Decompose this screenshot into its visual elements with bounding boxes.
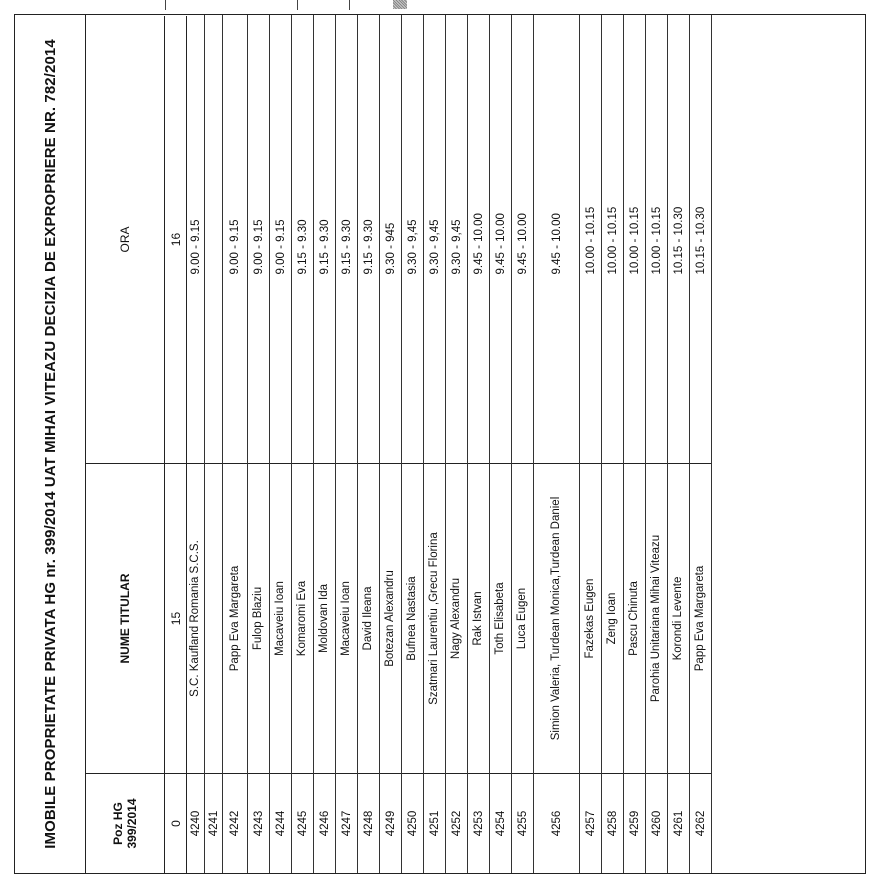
cell-poz: 4258 — [602, 773, 623, 873]
cell-ora — [187, 16, 204, 463]
table-row — [402, 15, 424, 873]
cell-ora-value: 9.45 - 10.00 — [494, 213, 507, 275]
cell-ora — [512, 16, 533, 463]
column-number-nume-label: 15 — [168, 611, 183, 626]
table-row — [468, 15, 490, 873]
cell-ora-value: 9.45 - 10.00 — [472, 213, 485, 275]
column-number-poz — [165, 773, 187, 873]
table-body — [187, 15, 865, 873]
cell-poz: 4252 — [446, 773, 467, 873]
table-row — [624, 15, 646, 873]
table-row — [270, 15, 292, 873]
header-poz-label: Poz HG 399/2014 — [110, 798, 139, 849]
cell-ora-value: 9.00 - 9.15 — [229, 219, 241, 275]
cell-nume — [205, 463, 222, 773]
cell-nume: Macaveiu Ioan — [336, 463, 357, 773]
cell-ora-value: 10.00 - 10.15 — [606, 206, 619, 275]
cell-poz: 4256 — [534, 773, 579, 873]
header-nume-label: NUME TITULAR — [117, 573, 132, 664]
cell-nume: David Ileana — [358, 463, 379, 773]
cell-nume: Moldovan Ida — [314, 463, 335, 773]
table-row — [358, 15, 380, 873]
header-ora — [85, 16, 165, 463]
cell-ora — [314, 16, 335, 463]
cell-ora — [580, 16, 601, 463]
cell-poz: 4241 — [205, 773, 222, 873]
cell-poz: 4240 — [187, 773, 204, 873]
cell-nume: Toth Elisabeta — [490, 463, 511, 773]
cell-ora — [248, 16, 269, 463]
cell-ora — [358, 16, 379, 463]
cell-ora-value: 10.15 - 10.30 — [694, 206, 707, 275]
cell-ora — [336, 16, 357, 463]
cell-ora — [690, 16, 711, 463]
header-nume — [85, 463, 165, 773]
cell-ora — [490, 16, 511, 463]
table-title-row — [15, 15, 86, 873]
cell-ora — [205, 16, 222, 463]
header-poz — [85, 773, 165, 873]
table-row — [690, 15, 712, 873]
cell-poz: 4251 — [424, 773, 445, 873]
table-row — [205, 15, 223, 873]
cell-ora-value: 9.00 - 9.15 — [189, 219, 202, 275]
column-number-poz-label: 0 — [168, 820, 183, 827]
column-number-ora — [165, 16, 187, 463]
cell-nume: Botezan Alexandru — [380, 463, 401, 773]
cell-ora-value: 10.00 - 10.15 — [628, 206, 641, 275]
cell-poz: 4255 — [512, 773, 533, 873]
cell-ora-value: 9.30 - 9,45 — [428, 219, 441, 275]
table-row — [424, 15, 446, 873]
cell-poz: 4247 — [336, 773, 357, 873]
cell-poz: 4262 — [690, 773, 711, 873]
table-row — [223, 15, 248, 873]
cell-nume: Macaveiu Ioan — [270, 463, 291, 773]
cell-ora — [534, 16, 579, 463]
cell-nume: Luca Eugen — [512, 463, 533, 773]
cell-poz: 4253 — [468, 773, 489, 873]
table-row — [580, 15, 602, 873]
cell-ora — [292, 16, 313, 463]
cell-nume: Parohia Unitariana Mihai Viteazu — [646, 463, 667, 773]
header-ora-label: ORA — [117, 226, 132, 253]
cell-ora-value: 9.30 - 9,45 — [406, 219, 419, 275]
cell-ora-value: 9.45 - 10.00 — [550, 213, 563, 275]
cell-poz: 4248 — [358, 773, 379, 873]
cell-ora-value: 9.15 - 9.30 — [340, 219, 353, 275]
cell-ora-value: 9.00 - 9.15 — [252, 219, 265, 275]
cell-nume: Papp Eva Margareta — [223, 463, 247, 773]
cell-ora-value: 10.00 - 10.15 — [650, 206, 663, 275]
cell-poz: 4244 — [270, 773, 291, 873]
cell-ora — [223, 16, 247, 463]
cell-ora — [668, 16, 689, 463]
cell-poz: 4250 — [402, 773, 423, 873]
cell-nume: Korondi Levente — [668, 463, 689, 773]
table-row — [534, 15, 580, 873]
cell-ora-value: 9.15 - 9.30 — [318, 219, 331, 275]
cell-ora-value: 10.15 - 10.30 — [672, 206, 685, 275]
table-row — [512, 15, 534, 873]
cell-nume: Bufnea Nastasia — [402, 463, 423, 773]
cell-poz: 4242 — [223, 773, 247, 873]
cell-ora-value: 9.15 - 9.30 — [296, 219, 309, 275]
table-row — [646, 15, 668, 873]
cell-nume: S.C. Kaufland Romania S.C.S. — [187, 463, 204, 773]
cell-ora-value: 9.30 - 945 — [384, 222, 397, 275]
cell-poz: 4259 — [624, 773, 645, 873]
table-row — [602, 15, 624, 873]
table-title: IMOBILE PROPRIETATE PRIVATA HG nr. 399/2014 UAT MIHAI VITEAZU DECIZIA DE EXPROPRIERE NR. 782/2014 — [41, 39, 59, 849]
cell-ora-value: 9.30 - 9,45 — [450, 219, 463, 275]
cell-ora — [602, 16, 623, 463]
cell-nume: Komaromi Eva — [292, 463, 313, 773]
cell-poz: 4254 — [490, 773, 511, 873]
cell-ora-value: 9.45 - 10.00 — [516, 213, 529, 275]
cell-poz: 4261 — [668, 773, 689, 873]
cell-ora-value: 9.15 - 9.30 — [362, 219, 375, 275]
cell-ora — [446, 16, 467, 463]
cell-ora — [424, 16, 445, 463]
cell-poz: 4245 — [292, 773, 313, 873]
table-row — [187, 15, 205, 873]
table-row — [446, 15, 468, 873]
cell-nume: Szatmari Laurentiu ,Grecu Florina — [424, 463, 445, 773]
cell-poz: 4257 — [580, 773, 601, 873]
table-row — [380, 15, 402, 873]
cell-nume: Pascu Chinuta — [624, 463, 645, 773]
cell-nume: Fulop Blaziu — [248, 463, 269, 773]
cell-nume: Zeng Ioan — [602, 463, 623, 773]
table-row — [292, 15, 314, 873]
column-number-nume — [165, 463, 187, 773]
cell-ora — [624, 16, 645, 463]
column-number-ora-label: 16 — [168, 232, 183, 247]
cell-nume: Fazekas Eugen — [580, 463, 601, 773]
cell-nume: Simion Valeria, Turdean Monica,Turdean Daniel — [534, 463, 579, 773]
cell-nume: Nagy Alexandru — [446, 463, 467, 773]
cell-ora — [380, 16, 401, 463]
cell-ora — [402, 16, 423, 463]
table-row — [490, 15, 512, 873]
cell-ora-value: 9.00 - 9.15 — [274, 219, 287, 275]
table-row — [668, 15, 690, 873]
cell-nume: Rak Istvan — [468, 463, 489, 773]
cell-nume: Papp Eva Margareta — [690, 463, 711, 773]
table-row — [336, 15, 358, 873]
cell-poz: 4246 — [314, 773, 335, 873]
cell-poz: 4260 — [646, 773, 667, 873]
cell-ora — [270, 16, 291, 463]
table-row — [248, 15, 270, 873]
cell-ora-value: 10.00 - 10.15 — [584, 206, 597, 275]
cell-poz: 4243 — [248, 773, 269, 873]
cell-ora — [468, 16, 489, 463]
table-row — [314, 15, 336, 873]
cell-poz: 4249 — [380, 773, 401, 873]
expropriation-table — [14, 14, 866, 874]
cell-ora — [646, 16, 667, 463]
